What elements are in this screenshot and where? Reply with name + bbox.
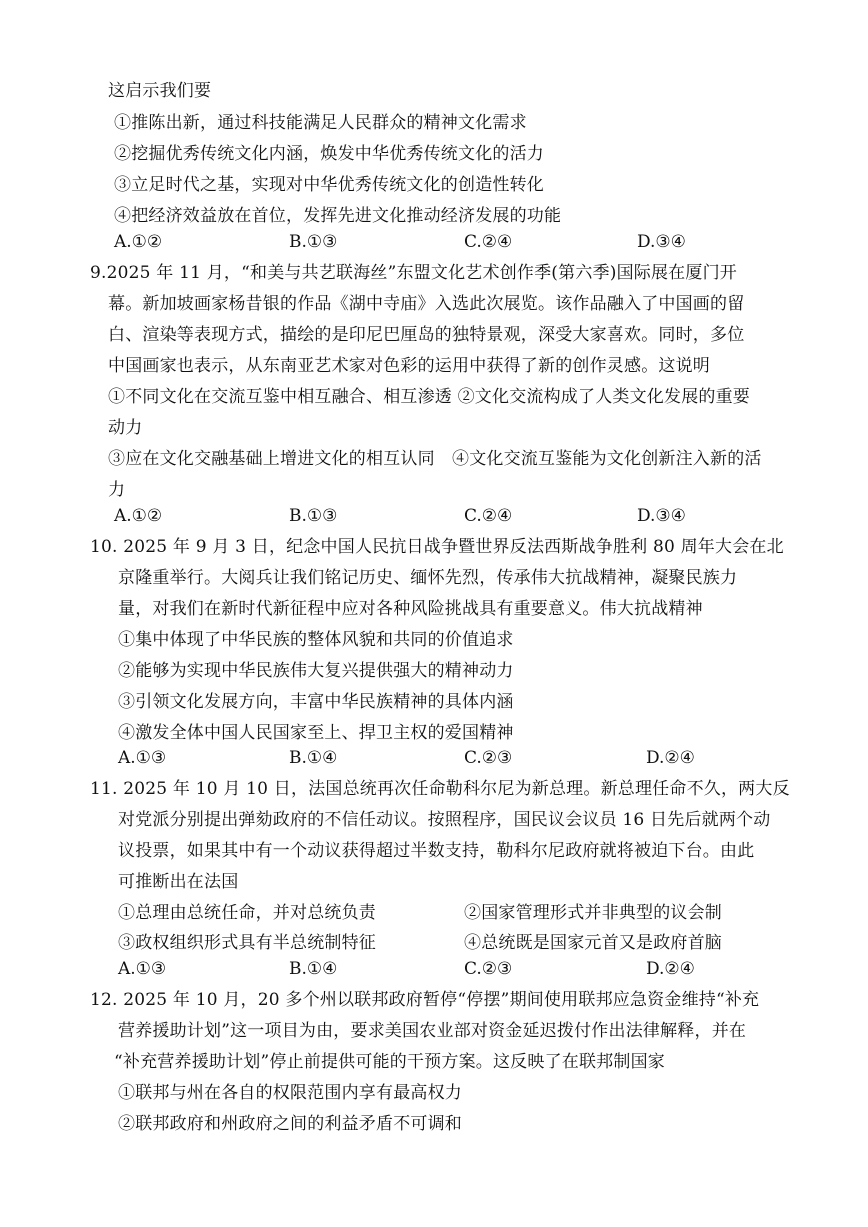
q8-option-d: D.③④ (637, 232, 686, 252)
q11-option-b: B.①④ (289, 959, 338, 979)
q10-stem-line-1: 10. 2025 年 9 月 3 日，纪念中国人民抗日战争暨世界反法西斯战争胜利 80 周年大会在北 (90, 537, 784, 557)
q8-item-3: ③立足时代之基，实现对中华优秀传统文化的创造性转化 (114, 175, 544, 195)
q9-option-c: C.②④ (464, 506, 513, 526)
q9-stem-line-1: 9.2025 年 11 月，“和美与共艺联海丝”东盟文化艺术创作季(第六季)国际展在厦门开 (90, 263, 737, 283)
q11-item-1: ①总理由总统任命，并对总统负责 (118, 903, 376, 923)
q10-option-c: C.②③ (464, 748, 513, 768)
q8-item-2: ②挖掘优秀传统文化内涵，焕发中华优秀传统文化的活力 (114, 144, 544, 164)
q8-option-c: C.②④ (464, 232, 513, 252)
q12-item-1: ①联邦与州在各自的权限范围内享有最高权力 (118, 1083, 462, 1103)
q9-stem-line-3: 白、渲染等表现方式，描绘的是印尼巴厘岛的独特景观，深受大家喜欢。同时，多位 (108, 325, 745, 345)
q8-intro: 这启示我们要 (108, 81, 212, 101)
q11-option-d: D.②④ (646, 959, 695, 979)
q12-stem-line-2: 营养援助计划”这一项目为由，要求美国农业部对资金延迟拨付作出法律解释，并在 (118, 1021, 747, 1041)
q11-item-4: ④总统既是国家元首又是政府首脑 (464, 933, 722, 953)
q9-item-line-2: 动力 (108, 418, 143, 438)
q11-stem-line-1: 11. 2025 年 10 月 10 日，法国总统再次任命勒科尔尼为新总理。新总理任命不久，两大反 (90, 779, 790, 799)
q9-stem-line-4: 中国画家也表示，从东南亚艺术家对色彩的运用中获得了新的创作灵感。这说明 (108, 356, 710, 376)
q10-stem-line-2: 京隆重举行。大阅兵让我们铭记历史、缅怀先烈，传承伟大抗战精神，凝聚民族力 (118, 568, 738, 588)
q9-item-line-1: ①不同文化在交流互鉴中相互融合、相互渗透 ②文化交流构成了人类文化发展的重要 (108, 387, 751, 407)
q11-stem-line-3: 议投票，如果其中有一个动议获得超过半数支持，勒科尔尼政府就将被迫下台。由此 (118, 841, 755, 861)
q10-item-3: ③引领文化发展方向，丰富中华民族精神的具体内涵 (118, 692, 514, 712)
q9-option-a: A.①② (114, 506, 163, 526)
q8-option-a: A.①② (114, 232, 163, 252)
q11-item-2: ②国家管理形式并非典型的议会制 (464, 903, 722, 923)
q11-option-c: C.②③ (464, 959, 513, 979)
q8-item-1: ①推陈出新，通过科技能满足人民群众的精神文化需求 (114, 113, 527, 133)
q10-item-2: ②能够为实现中华民族伟大复兴提供强大的精神动力 (118, 661, 514, 681)
q9-item-line-4: 力 (108, 480, 126, 500)
q9-option-b: B.①③ (289, 506, 338, 526)
q12-stem-line-3: “补充营养援助计划”停止前提供可能的干预方案。这反映了在联邦制国家 (114, 1052, 665, 1072)
q9-option-d: D.③④ (637, 506, 686, 526)
q11-option-a: A.①③ (118, 959, 167, 979)
q11-stem-line-4: 可推断出在法国 (118, 872, 239, 892)
q12-item-2: ②联邦政府和州政府之间的利益矛盾不可调和 (118, 1114, 462, 1134)
q10-option-a: A.①③ (118, 748, 167, 768)
q10-item-4: ④激发全体中国人民国家至上、捍卫主权的爱国精神 (118, 723, 514, 743)
q10-option-b: B.①④ (289, 748, 338, 768)
q11-stem-line-2: 对党派分别提出弹劾政府的不信任动议。按照程序，国民议会议员 16 日先后就两个动 (118, 810, 771, 830)
q12-stem-line-1: 12. 2025 年 10 月，20 多个州以联邦政府暂停“停摆”期间使用联邦应急资金维持“补充 (90, 990, 760, 1010)
q9-item-line-3: ③应在文化交融基础上增进文化的相互认同 ④文化交流互鉴能为文化创新注入新的活 (108, 449, 762, 469)
q10-stem-line-3: 量，对我们在新时代新征程中应对各种风险挑战具有重要意义。伟大抗战精神 (118, 599, 703, 619)
q9-stem-line-2: 幕。新加坡画家杨昔银的作品《湖中寺庙》入选此次展览。该作品融入了中国画的留 (108, 294, 745, 314)
q11-item-3: ③政权组织形式具有半总统制特征 (118, 933, 376, 953)
q10-item-1: ①集中体现了中华民族的整体风貌和共同的价值追求 (118, 630, 514, 650)
q10-option-d: D.②④ (646, 748, 695, 768)
q8-option-b: B.①③ (289, 232, 338, 252)
q8-item-4: ④把经济效益放在首位，发挥先进文化推动经济发展的功能 (114, 206, 562, 226)
